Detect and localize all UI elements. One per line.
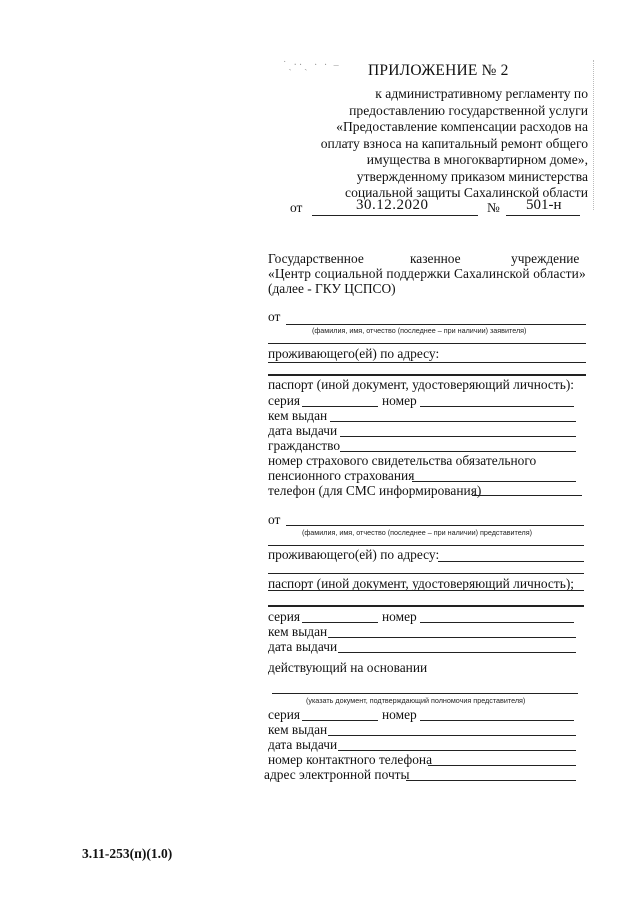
- order-date: 30.12.2020: [356, 197, 429, 213]
- addressee-line-2: «Центр социальной поддержки Сахалинской области»: [268, 266, 586, 281]
- order-date-line: [312, 215, 478, 216]
- order-number-line: [506, 215, 580, 216]
- applicant-name-caption: (фамилия, имя, отчество (последнее – при наличии) заявителя): [312, 326, 527, 335]
- representative-issue-date-field[interactable]: [338, 652, 576, 653]
- representative-issued-by-field[interactable]: [328, 637, 576, 638]
- order-from-label: от: [290, 200, 303, 215]
- applicant-address-field[interactable]: [268, 362, 586, 363]
- applicant-snils-field[interactable]: [412, 481, 576, 482]
- header-line: социальной защиты Сахалинской области: [345, 185, 588, 200]
- applicant-name-field-2[interactable]: [268, 343, 586, 344]
- representative-name-field-2[interactable]: [268, 545, 584, 546]
- representative-number-field[interactable]: [420, 622, 574, 623]
- applicant-address-field-2[interactable]: [268, 374, 586, 376]
- email-field[interactable]: [406, 780, 576, 781]
- contact-phone-label: номер контактного телефона: [268, 752, 433, 767]
- regulation-reference: [248, 86, 588, 202]
- applicant-name-field[interactable]: [286, 324, 586, 325]
- header-line: имущества в многоквартирном доме»,: [366, 152, 588, 167]
- representative-name-field[interactable]: [286, 525, 584, 526]
- scan-marks: ˙ˏ‧·ˎ · · ‒: [283, 60, 341, 71]
- scan-edge: [592, 60, 594, 210]
- representative-address-field[interactable]: [438, 561, 584, 562]
- representative-doc-series-field[interactable]: [302, 720, 378, 721]
- representative-authority-caption: (указать документ, подтверждающий полномочия представителя): [306, 696, 526, 705]
- representative-series-label: серия: [268, 609, 301, 624]
- representative-issued-by-label: кем выдан: [268, 624, 328, 639]
- representative-doc-issued-by-field[interactable]: [328, 735, 576, 736]
- header-line: утвержденному приказом министерства: [356, 168, 588, 184]
- email-label: адрес электронной почты: [264, 767, 410, 782]
- representative-doc-number-field[interactable]: [420, 720, 574, 721]
- representative-address-label: проживающего(ей) по адресу:: [268, 547, 440, 562]
- representative-doc-issued-by-label: кем выдан: [268, 722, 328, 737]
- header-line: к административному регламенту по: [375, 86, 588, 101]
- contact-phone-field[interactable]: [428, 765, 576, 766]
- representative-address-field-2[interactable]: [268, 573, 584, 574]
- applicant-phone-label: телефон (для СМС информирования): [268, 483, 482, 498]
- applicant-issue-date-label: дата выдачи: [268, 423, 338, 438]
- page-title: ПРИЛОЖЕНИЕ № 2: [368, 62, 509, 79]
- applicant-issued-by-field[interactable]: [330, 421, 576, 422]
- representative-doc-issue-date-label: дата выдачи: [268, 737, 338, 752]
- addressee-word-1: Государственное: [268, 251, 364, 266]
- applicant-address-label: проживающего(ей) по адресу:: [268, 346, 440, 361]
- applicant-number-label: номер: [382, 393, 417, 408]
- representative-doc-series-label: серия: [268, 707, 301, 722]
- applicant-citizenship-field[interactable]: [340, 451, 576, 452]
- representative-passport-label: паспорт (иной документ, удостоверяющий личность);: [268, 576, 575, 591]
- representative-doc-issue-date-field[interactable]: [338, 750, 576, 751]
- header-line: оплату взноса на капитальный ремонт общего: [320, 135, 588, 151]
- header-line: предоставлению государственной услуги: [349, 102, 588, 118]
- representative-number-label: номер: [382, 609, 417, 624]
- representative-acting-label: действующий на основании: [268, 660, 428, 675]
- representative-series-field[interactable]: [302, 622, 378, 623]
- representative-authority-doc-field[interactable]: [272, 693, 578, 694]
- representative-issue-date-label: дата выдачи: [268, 639, 338, 654]
- representative-name-caption: (фамилия, имя, отчество (последнее – при наличии) представителя): [302, 528, 532, 537]
- applicant-phone-field[interactable]: [472, 495, 582, 496]
- order-number: 501-н: [526, 197, 562, 213]
- applicant-from-label: от: [268, 309, 281, 324]
- representative-passport-field[interactable]: [268, 590, 584, 591]
- applicant-snils-label-1: номер страхового свидетельства обязательного: [268, 453, 537, 468]
- applicant-number-field[interactable]: [420, 406, 574, 407]
- applicant-citizenship-label: гражданство: [268, 438, 341, 453]
- applicant-issued-by-label: кем выдан: [268, 408, 328, 423]
- addressee-line-3: (далее - ГКУ ЦСПСО): [268, 281, 396, 296]
- representative-doc-number-label: номер: [382, 707, 417, 722]
- addressee-word-3: учреждение: [511, 251, 580, 266]
- representative-passport-field-2[interactable]: [268, 605, 584, 607]
- applicant-series-label: серия: [268, 393, 301, 408]
- document-code: 3.11-253(п)(1.0): [82, 846, 173, 861]
- representative-from-label: от: [268, 512, 281, 527]
- applicant-passport-label: паспорт (иной документ, удостоверяющий личность):: [268, 377, 575, 392]
- order-number-label: №: [487, 200, 500, 215]
- header-line: «Предоставление компенсации расходов на: [336, 119, 588, 134]
- applicant-series-field[interactable]: [302, 406, 378, 407]
- applicant-issue-date-field[interactable]: [340, 436, 576, 437]
- applicant-snils-label-2: пенсионного страхования: [268, 468, 415, 483]
- addressee-word-2: казенное: [410, 251, 461, 266]
